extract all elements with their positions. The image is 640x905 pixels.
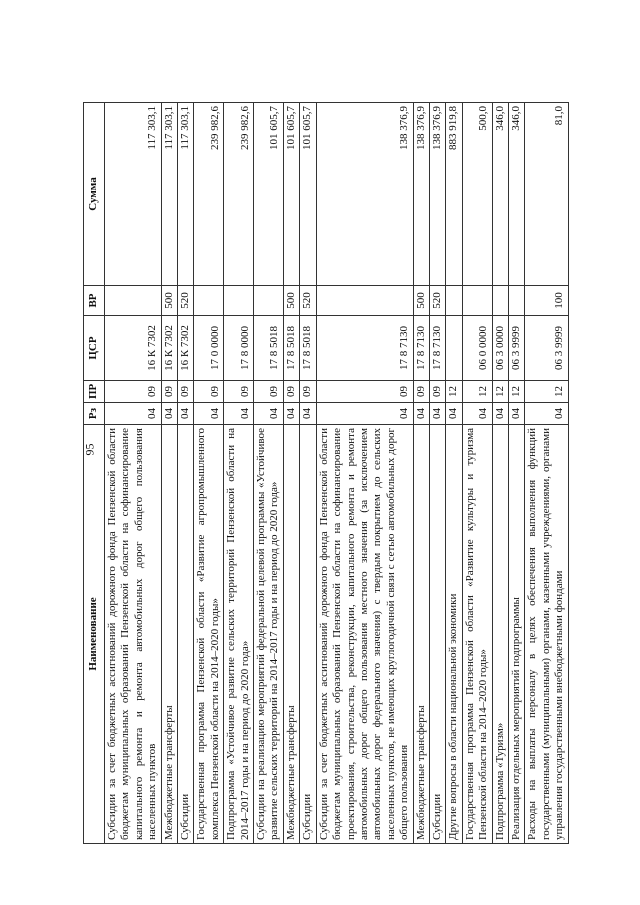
cell-sum: 101 605,7	[283, 103, 299, 286]
cell-name: Субсидии	[178, 425, 194, 844]
cell-name: Государственная программа Пензенской области «Развитие агропромышленного комплекса Пензенской области на 2014–2020 годы»	[194, 425, 224, 844]
cell-csr: 17 0 0000	[194, 316, 224, 381]
table-row	[316, 103, 413, 844]
header-pr: ПР	[84, 381, 105, 403]
cell-name: Субсидии за счет бюджетных ассигнований дорожного фонда Пензенской области бюджетам муниципальных образований Пензенской области на софинансирование проектирования, строительства, реконструкции, капитального ремонта и ремонта автомобильных дорог общего пользования местного значения (за исключением автомобильных дорог федерального значения) с твердым покрытием до сельских населенных пунктов, не имеющих круглогодичной связи с сетью автомобильных дорог общего пользования	[316, 425, 413, 844]
cell-vr	[508, 286, 524, 316]
cell-rz: 04	[492, 403, 508, 425]
cell-name: Субсидии за счет бюджетных ассигнований дорожного фонда Пензенской области бюджетам муниципальных образований Пензенской области на софинансирование капитального ремонта и ремонта автомобильных дорог общего пользования населенных пунктов	[105, 425, 162, 844]
cell-name: Подпрограмма «Туризм»	[492, 425, 508, 844]
cell-rz: 04	[283, 403, 299, 425]
cell-pr: 09	[283, 381, 299, 403]
table-row	[254, 103, 284, 844]
cell-name: Субсидии	[429, 425, 445, 844]
table-row	[178, 103, 194, 844]
cell-rz: 04	[224, 403, 254, 425]
table-row	[105, 103, 162, 844]
page-number: 95	[82, 443, 97, 456]
cell-pr: 12	[508, 381, 524, 403]
cell-pr: 09	[413, 381, 429, 403]
cell-name: Межбюджетные трансферты	[283, 425, 299, 844]
cell-csr: 06 3 9999	[508, 316, 524, 381]
table-row	[224, 103, 254, 844]
cell-vr	[194, 286, 224, 316]
cell-name: Реализация отдельных мероприятий подпрограммы	[508, 425, 524, 844]
cell-name: Межбюджетные трансферты	[413, 425, 429, 844]
cell-rz: 04	[254, 403, 284, 425]
cell-vr: 500	[161, 286, 177, 316]
cell-pr: 09	[254, 381, 284, 403]
cell-sum: 117 303,1	[178, 103, 194, 286]
table-row	[300, 103, 316, 844]
cell-pr: 09	[194, 381, 224, 403]
header-vr: ВР	[84, 286, 105, 316]
cell-sum: 101 605,7	[300, 103, 316, 286]
table-header-row	[84, 103, 105, 844]
cell-rz: 04	[194, 403, 224, 425]
cell-pr: 12	[525, 381, 568, 403]
cell-vr: 500	[413, 286, 429, 316]
header-rz: Рз	[84, 403, 105, 425]
cell-pr: 12	[446, 381, 462, 403]
cell-csr: 17 8 7130	[316, 316, 413, 381]
table-row	[194, 103, 224, 844]
cell-name: Субсидии на реализацию мероприятий федеральной целевой программы «Устойчивое развитие сельских территорий на 2014–2017 годы и на период до 2020 года»	[254, 425, 284, 844]
cell-name: Субсидии	[300, 425, 316, 844]
cell-sum: 101 605,7	[254, 103, 284, 286]
cell-sum: 500,0	[462, 103, 492, 286]
cell-sum: 138 376,9	[429, 103, 445, 286]
cell-csr: 06 3 9999	[525, 316, 568, 381]
cell-name: Межбюджетные трансферты	[161, 425, 177, 844]
cell-pr: 09	[224, 381, 254, 403]
cell-csr: 17 8 5018	[283, 316, 299, 381]
cell-csr: 17 8 5018	[254, 316, 284, 381]
cell-sum: 117 303,1	[105, 103, 162, 286]
cell-pr: 09	[178, 381, 194, 403]
cell-pr: 09	[300, 381, 316, 403]
table-row	[283, 103, 299, 844]
table-body	[105, 103, 569, 844]
cell-csr: 06 3 0000	[492, 316, 508, 381]
cell-vr: 520	[178, 286, 194, 316]
cell-rz: 04	[413, 403, 429, 425]
cell-vr: 500	[283, 286, 299, 316]
cell-csr	[446, 316, 462, 381]
cell-vr	[492, 286, 508, 316]
cell-csr: 17 8 7130	[413, 316, 429, 381]
cell-sum: 138 376,9	[316, 103, 413, 286]
cell-vr	[462, 286, 492, 316]
cell-sum: 239 982,6	[194, 103, 224, 286]
cell-csr: 16 К 7302	[105, 316, 162, 381]
cell-pr: 09	[161, 381, 177, 403]
cell-name: Расходы на выплаты персоналу в целях обеспечения выполнения функций государственными (муниципальными) органами, казенными учреждениями, органами управления государственными внебюджетными фондами	[525, 425, 568, 844]
cell-csr: 06 0 0000	[462, 316, 492, 381]
cell-csr: 17 8 5018	[300, 316, 316, 381]
cell-csr: 16 К 7302	[178, 316, 194, 381]
cell-sum: 239 982,6	[224, 103, 254, 286]
cell-rz: 04	[525, 403, 568, 425]
cell-name: Государственная программа Пензенской области «Развитие культуры и туризма Пензенской области на 2014–2020 годы»	[462, 425, 492, 844]
cell-pr: 09	[316, 381, 413, 403]
cell-rz: 04	[462, 403, 492, 425]
cell-vr	[316, 286, 413, 316]
cell-sum: 81,0	[525, 103, 568, 286]
cell-vr: 100	[525, 286, 568, 316]
rotated-page-content	[83, 103, 566, 844]
header-sum: Сумма	[84, 103, 105, 286]
table-row	[446, 103, 462, 844]
cell-rz: 04	[446, 403, 462, 425]
cell-pr: 09	[105, 381, 162, 403]
header-csr: ЦСР	[84, 316, 105, 381]
cell-vr	[446, 286, 462, 316]
cell-rz: 04	[429, 403, 445, 425]
cell-sum: 117 303,1	[161, 103, 177, 286]
cell-rz: 04	[178, 403, 194, 425]
table-row	[429, 103, 445, 844]
cell-rz: 04	[105, 403, 162, 425]
table-row	[492, 103, 508, 844]
cell-name: Подпрограмма «Устойчивое развитие сельских территорий Пензенской области на 2014–2017 годы и на период до 2020 года»	[224, 425, 254, 844]
cell-pr: 12	[492, 381, 508, 403]
table-row	[462, 103, 492, 844]
cell-rz: 04	[161, 403, 177, 425]
cell-sum: 346,0	[492, 103, 508, 286]
table-row	[161, 103, 177, 844]
cell-vr	[254, 286, 284, 316]
cell-csr: 16 К 7302	[161, 316, 177, 381]
cell-rz: 04	[300, 403, 316, 425]
cell-csr: 17 8 7130	[429, 316, 445, 381]
cell-rz: 04	[508, 403, 524, 425]
cell-vr	[224, 286, 254, 316]
budget-table	[83, 102, 569, 844]
cell-pr: 12	[462, 381, 492, 403]
cell-sum: 138 376,9	[413, 103, 429, 286]
cell-sum: 883 919,8	[446, 103, 462, 286]
header-name: Наименование	[84, 425, 105, 844]
cell-vr: 520	[300, 286, 316, 316]
cell-sum: 346,0	[508, 103, 524, 286]
cell-vr	[105, 286, 162, 316]
cell-rz: 04	[316, 403, 413, 425]
table-row	[508, 103, 524, 844]
cell-vr: 520	[429, 286, 445, 316]
cell-name: Другие вопросы в области национальной экономики	[446, 425, 462, 844]
cell-csr: 17 8 0000	[224, 316, 254, 381]
cell-pr: 09	[429, 381, 445, 403]
table-row	[413, 103, 429, 844]
table-row	[525, 103, 568, 844]
